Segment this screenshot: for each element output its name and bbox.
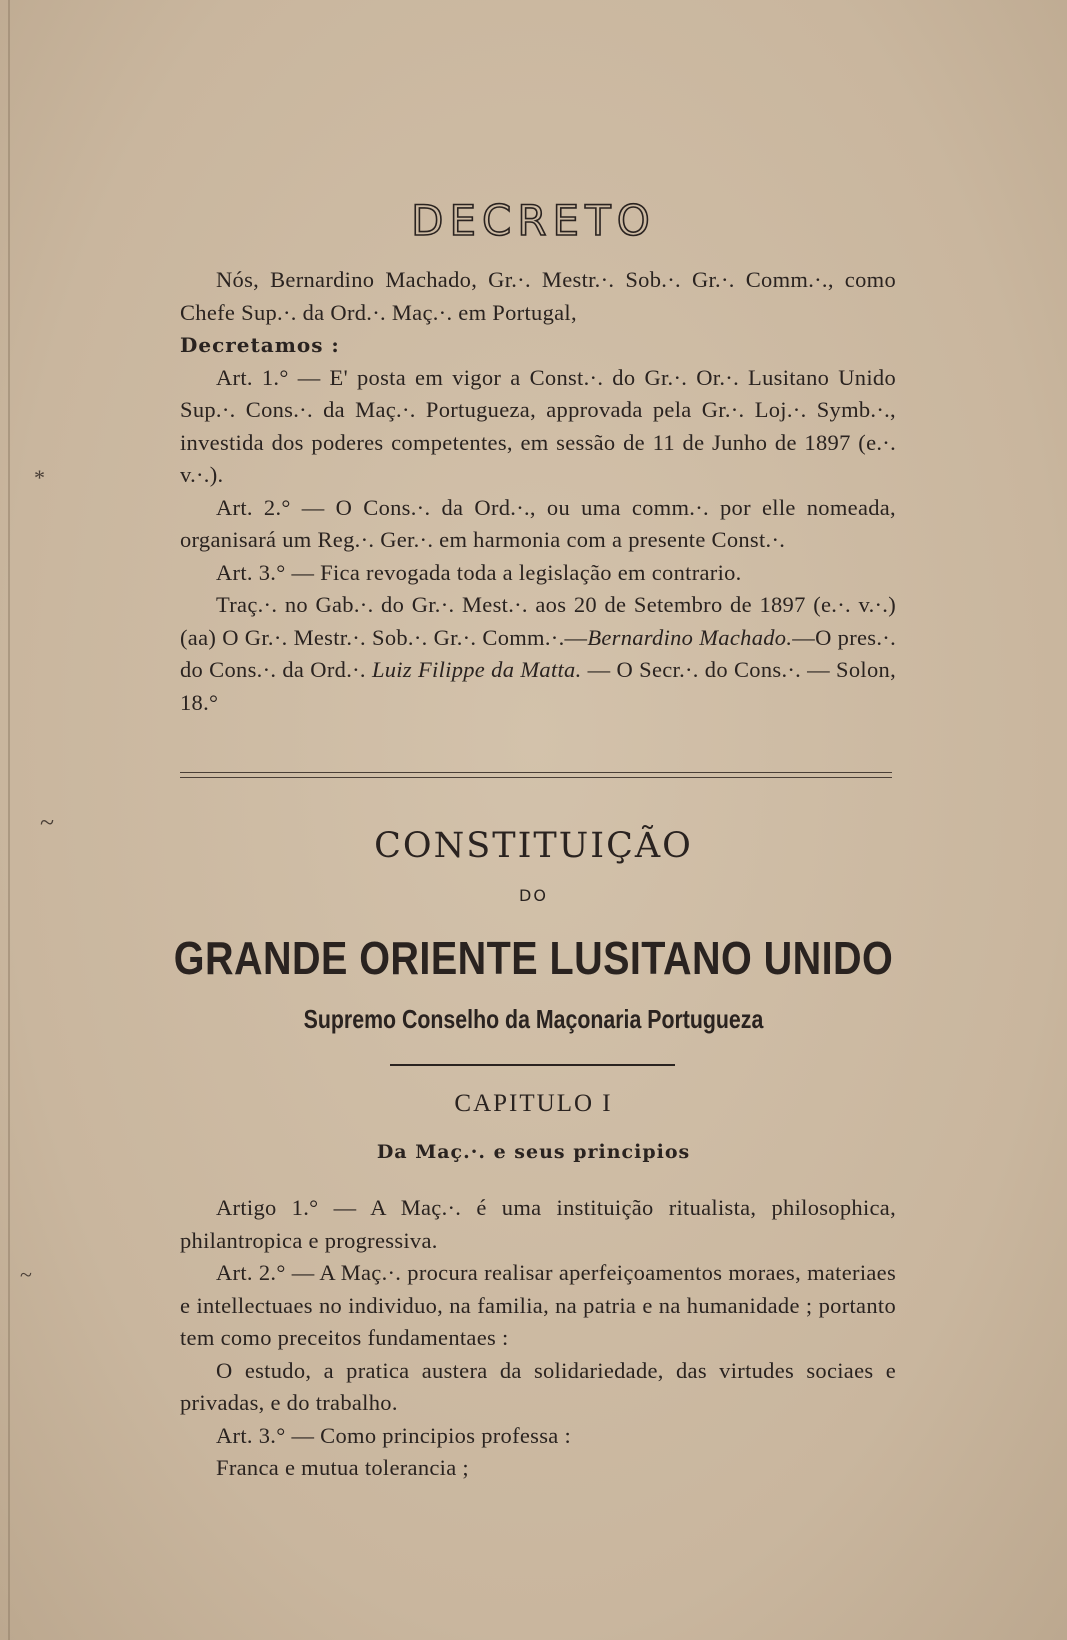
decree-tracing: [180, 589, 896, 719]
chapter-franca: Franca e mutua tolerancia ;: [216, 1455, 469, 1480]
decree-art3: Art. 3.° — Fica revogada toda a legislação em contrario.: [216, 559, 742, 585]
tracing-mid: —O pres.·. do Cons.·. da Ord.·.: [180, 624, 897, 682]
decree-intro: Nós, Bernardino Machado, Gr.·. Mestr.·. Sob.·. Gr.·. Comm.·., como Chefe Sup.·. da Ord.·. Maç.·. em Portugal,: [180, 267, 896, 325]
binding-edge: [8, 0, 10, 1640]
grand-orient-title: GRANDE ORIENTE LUSITANO UNIDO: [173, 932, 894, 984]
chapter-estudo: O estudo, a pratica austera da solidariedade, das virtudes sociaes e privadas, e do trabalho.: [180, 1357, 896, 1415]
chapter-art2: Art. 2.° — A Maç.·. procura realisar aperfeiçoamentos moraes, materiaes e intellectuaes no individuo, na familia, na patria e na humanidade ; portanto tem como preceitos fundamentaes :: [180, 1260, 896, 1350]
decree-art2: Art. 2.° — O Cons.·. da Ord.·., ou uma comm.·. por elle nomeada, organisará um Reg.·. Ger.·. em harmonia com a presente Const.·.: [180, 494, 896, 552]
supreme-council-subtitle: Supremo Conselho da Maçonaria Portugueza: [303, 1004, 764, 1034]
tracing-end: — O Secr.·. do Cons.·. — Solon, 18.°: [180, 657, 896, 715]
signature-machado: Bernardino Machado.: [587, 624, 793, 650]
ink-mark: *: [34, 465, 45, 490]
constitution-heading: CONSTITUIÇÃO: [374, 826, 693, 866]
decree-title: DECRETO: [411, 196, 656, 245]
title-rule: [390, 1064, 675, 1066]
chapter-body: [180, 1192, 896, 1485]
ink-mark: ~: [40, 808, 55, 837]
decree-art1: Art. 1.° — E' posta em vigor a Const.·. do Gr.·. Or.·. Lusitano Unido Sup.·. Cons.·. da Maç.·. Portugueza, approvada pela Gr.·. Loj.·. Symb.·., investida dos poderes competentes, em sessão de 11 de Junho de 1897 (e.·. v.·.).: [180, 364, 896, 487]
signature-matta: Luiz Filippe da Matta.: [371, 657, 582, 682]
decretamos-label: Decretamos :: [180, 333, 340, 357]
section-divider: [180, 772, 892, 778]
chapter-art3: Art. 3.° — Como principios professa :: [216, 1422, 572, 1448]
ink-mark: ~: [20, 1262, 32, 1287]
tracing-text: Traç.·. no Gab.·. do Gr.·. Mest.·. aos 20 de Setembro de 1897 (e.·. v.·.) (aa) O Gr.·. Mestr.·. Sob.·. Gr.·. Comm.·.—: [180, 592, 896, 650]
constitution-do: DO: [519, 886, 548, 905]
chapter-subheading: Da Maç.·. e seus principios: [376, 1141, 691, 1163]
chapter-art1: Artigo 1.° — A Maç.·. é uma instituição ritualista, philosophica, philantropica e progressiva.: [180, 1195, 896, 1253]
decree-body: [180, 264, 896, 719]
chapter-heading: CAPITULO I: [454, 1090, 613, 1117]
